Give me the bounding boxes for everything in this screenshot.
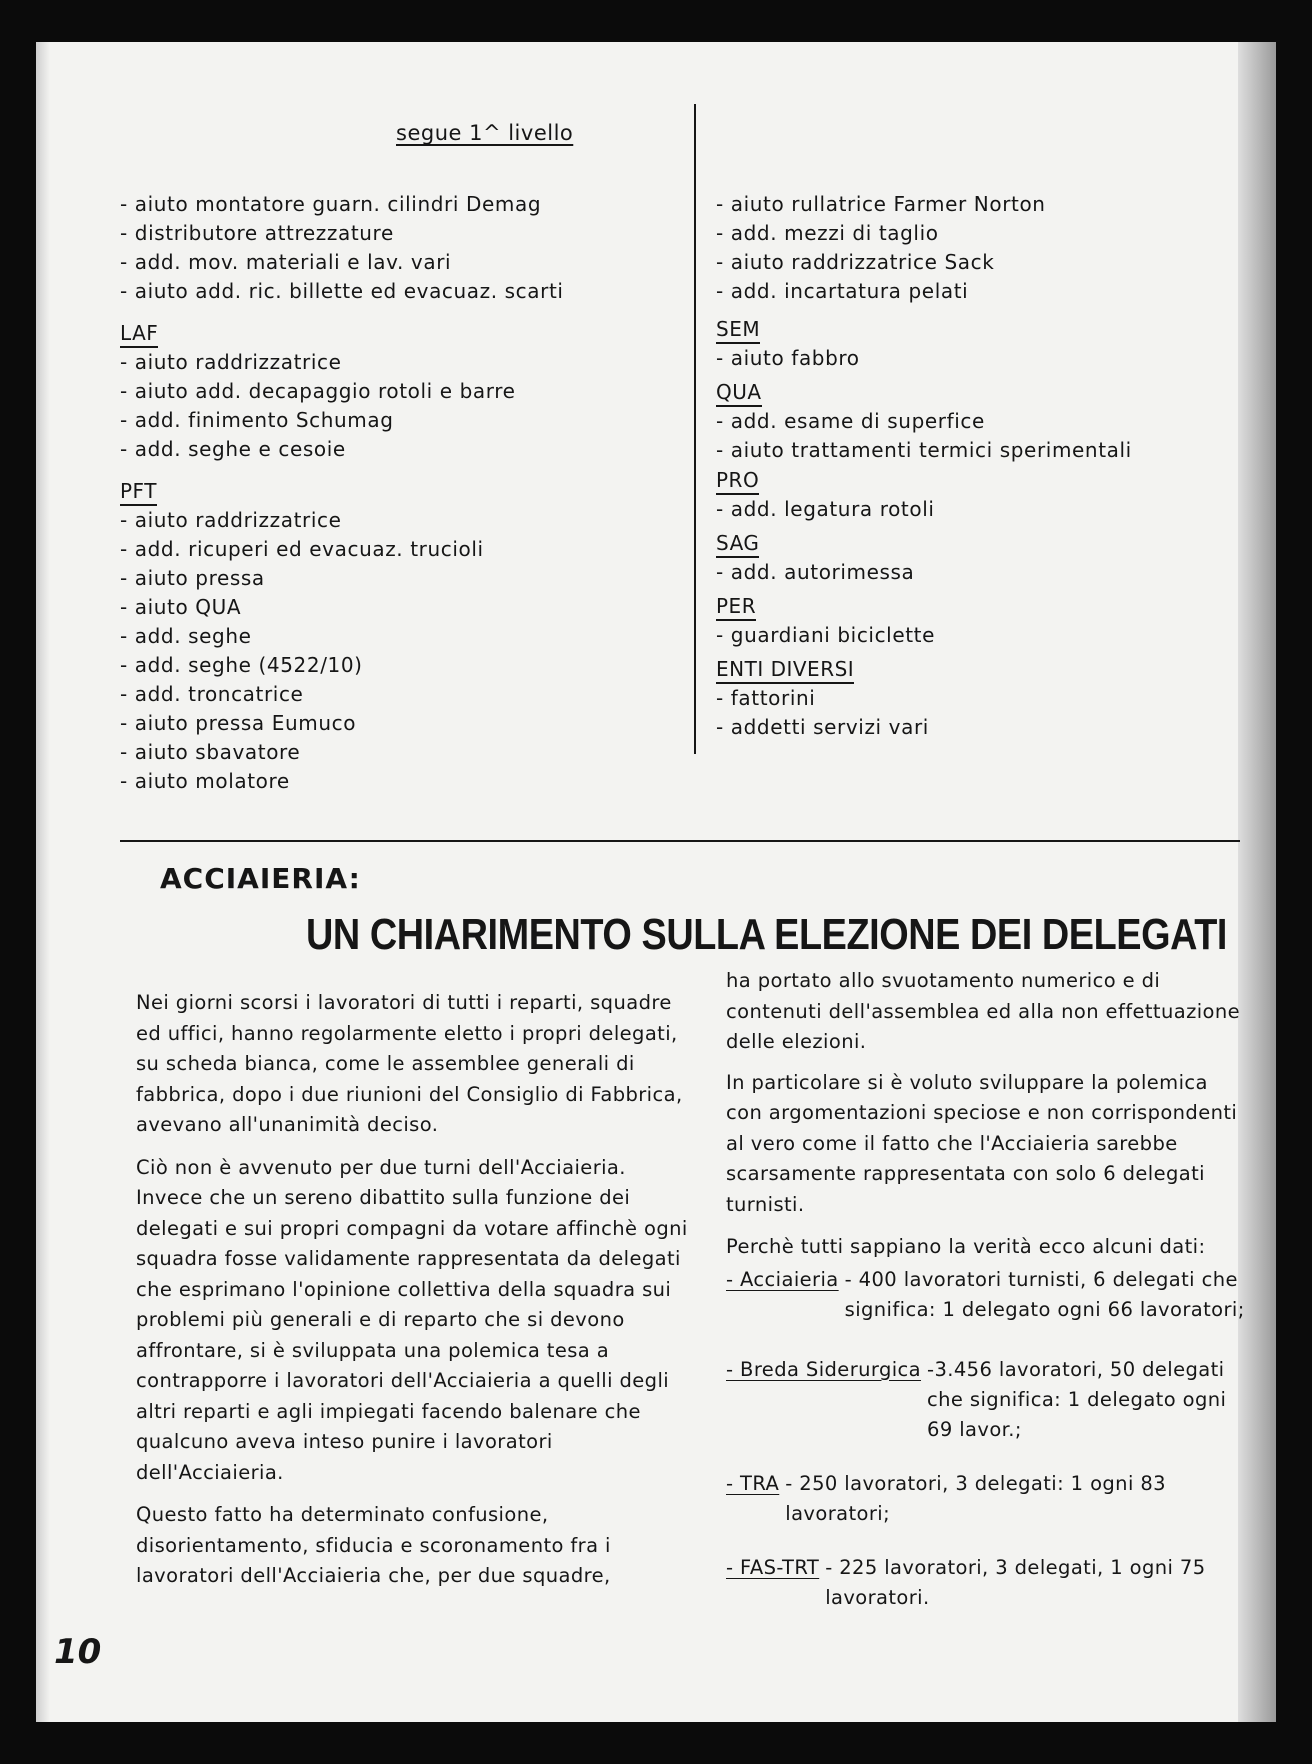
list-item: - aiuto add. ric. billette ed evacuaz. scarti [120,279,564,303]
article-kicker: ACCIAIERIA: [160,862,361,895]
list-item: - distributore attrezzature [120,221,394,245]
stat-label: - Acciaieria [726,1267,839,1291]
list-item: - aiuto pressa [120,566,265,590]
pro-section [716,467,1236,524]
stat-text: - 250 lavoratori, 3 delegati: 1 ogni 83 lavoratori; [785,1471,1166,1525]
document-page [36,42,1276,1722]
enti-section [716,656,1236,742]
list-item: - aiuto trattamenti termici sperimentali [716,438,1132,462]
article-paragraph: Questo fatto ha determinato confusione, disorientamento, sfiducia e scoronamento fra i lavoratori dell'Acciaieria che, per due squadre, [136,1503,611,1587]
page-left-edge [36,42,50,1722]
list-item: - add. incartatura pelati [716,279,969,303]
list-item: - aiuto pressa Eumuco [120,711,357,735]
stat-fas-trt [726,1553,1246,1613]
list-item: - add. esame di superfice [716,409,985,433]
list-item: - aiuto molatore [120,769,290,793]
pft-section [120,478,690,796]
article-paragraph: Perchè tutti sappiano la verità ecco alcuni dati: [726,1235,1206,1258]
article-headline: UN CHIARIMENTO SULLA ELEZIONE DEI DELEGATI [306,910,1227,959]
list-item: - add. mezzi di taglio [716,221,939,245]
enti-label: ENTI DIVERSI [716,656,854,684]
list-item: - add. seghe (4522/10) [120,653,363,677]
list-item: - addetti servizi vari [716,715,929,739]
qua-section [716,379,1236,465]
column-divider [694,104,696,754]
list-item: - add. legatura rotoli [716,497,935,521]
list-item: - aiuto raddrizzatrice [120,508,342,532]
list-item: - aiuto sbavatore [120,740,301,764]
stat-acciaieria [726,1265,1246,1325]
list-item: - add. ricuperi ed evacuaz. trucioli [120,537,484,561]
article-paragraph: Ciò non è avvenuto per due turni dell'Acciaieria. Invece che un sereno dibattito sulla funzione dei delegati e sui propri compagni da votare affinchè ogni squadra fosse validamente rappresentata da delegati che esprimano l'opinione collettiva della squadra sui problemi più generali e di reparto che si devono affrontare, si è sviluppata una polemica tesa a contrapporre i lavoratori dell'Acciaieria a quelli degli altri reparti e agli impiegati facendo balenare che qualcuno aveva inteso punire i lavoratori dell'Acciaieria. [136,1155,688,1484]
stat-label: - FAS-TRT [726,1555,820,1579]
stat-text: - 225 lavoratori, 3 delegati, 1 ogni 75 lavoratori. [825,1555,1206,1609]
list-item: - aiuto QUA [120,595,242,619]
sag-section [716,530,1236,587]
article-paragraph: In particolare si è voluto sviluppare la polemica con argomentazioni speciose e non corrispondenti al vero come il fatto che l'Acciaieria sarebbe scarsamente rappresentata con solo 6 delegati turnisti. [726,1070,1238,1216]
continuation-title: segue 1^ livello [396,121,574,145]
list-item: - add. seghe e cesoie [120,437,346,461]
article-right-column [726,966,1246,1613]
section-separator [120,840,1240,842]
sem-label: SEM [716,316,760,344]
list-item: - add. finimento Schumag [120,408,394,432]
stat-label: - TRA [726,1471,780,1495]
list-item: - add. seghe [120,624,252,648]
per-label: PER [716,593,756,621]
list-item: - aiuto raddrizzatrice [120,350,342,374]
list-item: - fattorini [716,686,816,710]
pro-label: PRO [716,467,759,495]
right-top-list [716,190,1236,306]
sag-label: SAG [716,530,759,558]
list-item: - aiuto montatore guarn. cilindri Demag [120,192,542,216]
list-item: - aiuto add. decapaggio rotoli e barre [120,379,516,403]
laf-label: LAF [120,320,158,348]
list-item: - aiuto raddrizzatrice Sack [716,250,995,274]
list-item: - add. troncatrice [120,682,304,706]
stat-label: - Breda Siderurgica [726,1357,922,1381]
left-list-column [120,190,690,796]
per-section [716,593,1236,650]
stat-tra [726,1469,1246,1529]
stat-breda-siderurgica [726,1355,1246,1445]
page-number: 10 [54,1632,102,1672]
list-item: - add. mov. materiali e lav. vari [120,250,452,274]
article-left-column [136,988,696,1592]
laf-section [120,320,690,464]
list-item: - add. autorimessa [716,560,915,584]
list-item: - aiuto rullatrice Farmer Norton [716,192,1046,216]
article-paragraph: Nei giorni scorsi i lavoratori di tutti i reparti, squadre ed uffici, hanno regolarmente eletto i propri delegati, su scheda bianca, come le assemblee generali di fabbrica, dopo i due riunioni del Consiglio di Fabbrica, avevano all'unanimità deciso. [136,991,683,1136]
stat-text: -3.456 lavoratori, 50 delegati che significa: 1 delegato ogni 69 lavor.; [927,1357,1227,1441]
article-paragraph: ha portato allo svuotamento numerico e di contenuti dell'assemblea ed alla non effettuazione delle elezioni. [726,969,1241,1053]
stat-text: - 400 lavoratori turnisti, 6 delegati che significa: 1 delegato ogni 66 lavoratori; [844,1267,1245,1321]
pft-label: PFT [120,478,157,506]
right-list-column [716,190,1236,742]
sem-section [716,316,1236,373]
left-top-list [120,190,690,306]
list-item: - aiuto fabbro [716,346,860,370]
list-item: - guardiani biciclette [716,623,936,647]
qua-label: QUA [716,379,762,407]
